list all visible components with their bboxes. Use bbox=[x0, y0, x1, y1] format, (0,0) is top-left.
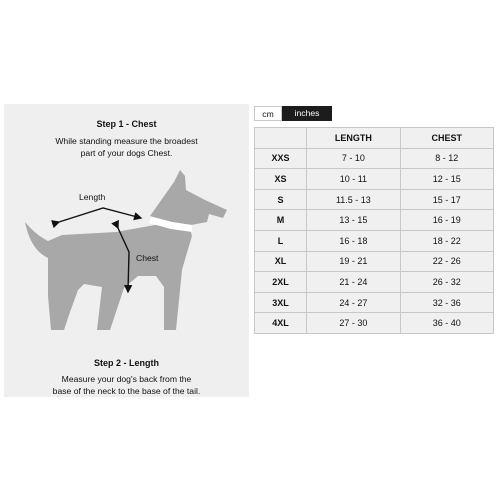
unit-inches-button[interactable]: inches bbox=[282, 106, 332, 121]
size-cell: 3XL bbox=[255, 292, 307, 313]
unit-cm-button[interactable]: cm bbox=[254, 106, 282, 121]
chest-cell: 32 - 36 bbox=[400, 292, 493, 313]
length-cell: 27 - 30 bbox=[307, 313, 401, 334]
table-header-row bbox=[255, 128, 494, 149]
table-row bbox=[255, 272, 494, 293]
length-cell: 11.5 - 13 bbox=[307, 189, 401, 210]
size-cell: L bbox=[255, 230, 307, 251]
table-row bbox=[255, 313, 494, 334]
header-size bbox=[255, 128, 307, 149]
chest-label: Chest bbox=[136, 253, 159, 263]
chest-cell: 26 - 32 bbox=[400, 272, 493, 293]
step2-title: Step 2 - Length bbox=[94, 358, 159, 368]
unit-toggle bbox=[254, 106, 332, 121]
table-row bbox=[255, 251, 494, 272]
chest-cell: 36 - 40 bbox=[400, 313, 493, 334]
length-cell: 13 - 15 bbox=[307, 210, 401, 231]
length-cell: 10 - 11 bbox=[307, 169, 401, 190]
header-chest: CHEST bbox=[400, 128, 493, 149]
length-cell: 19 - 21 bbox=[307, 251, 401, 272]
step2-text-line2: base of the neck to the base of the tail. bbox=[52, 386, 201, 396]
step1-text-line2: part of your dogs Chest. bbox=[80, 148, 173, 158]
size-chart-table bbox=[254, 127, 494, 334]
length-label: Length bbox=[79, 192, 106, 202]
step2-text-line1: Measure your dog's back from the bbox=[61, 374, 192, 384]
step1-title: Step 1 - Chest bbox=[96, 119, 157, 129]
size-cell: 4XL bbox=[255, 313, 307, 334]
table-row bbox=[255, 210, 494, 231]
length-cell: 16 - 18 bbox=[307, 230, 401, 251]
size-cell: S bbox=[255, 189, 307, 210]
size-cell: 2XL bbox=[255, 272, 307, 293]
chest-cell: 22 - 26 bbox=[400, 251, 493, 272]
length-cell: 7 - 10 bbox=[307, 148, 401, 169]
measurement-guide bbox=[4, 104, 249, 397]
length-arrow bbox=[59, 208, 141, 222]
table-row bbox=[255, 230, 494, 251]
size-cell: XL bbox=[255, 251, 307, 272]
length-cell: 24 - 27 bbox=[307, 292, 401, 313]
table-row bbox=[255, 169, 494, 190]
table-row bbox=[255, 189, 494, 210]
dog-illustration bbox=[4, 104, 249, 397]
header-length: LENGTH bbox=[307, 128, 401, 149]
size-cell: XS bbox=[255, 169, 307, 190]
dog-head bbox=[150, 170, 227, 225]
table-row bbox=[255, 292, 494, 313]
chest-cell: 8 - 12 bbox=[400, 148, 493, 169]
size-cell: XXS bbox=[255, 148, 307, 169]
dog-silhouette bbox=[25, 222, 192, 330]
chest-cell: 16 - 19 bbox=[400, 210, 493, 231]
length-cell: 21 - 24 bbox=[307, 272, 401, 293]
chest-cell: 18 - 22 bbox=[400, 230, 493, 251]
step1-text-line1: While standing measure the broadest bbox=[55, 136, 198, 146]
chest-cell: 12 - 15 bbox=[400, 169, 493, 190]
chest-cell: 15 - 17 bbox=[400, 189, 493, 210]
size-cell: M bbox=[255, 210, 307, 231]
table-row bbox=[255, 148, 494, 169]
